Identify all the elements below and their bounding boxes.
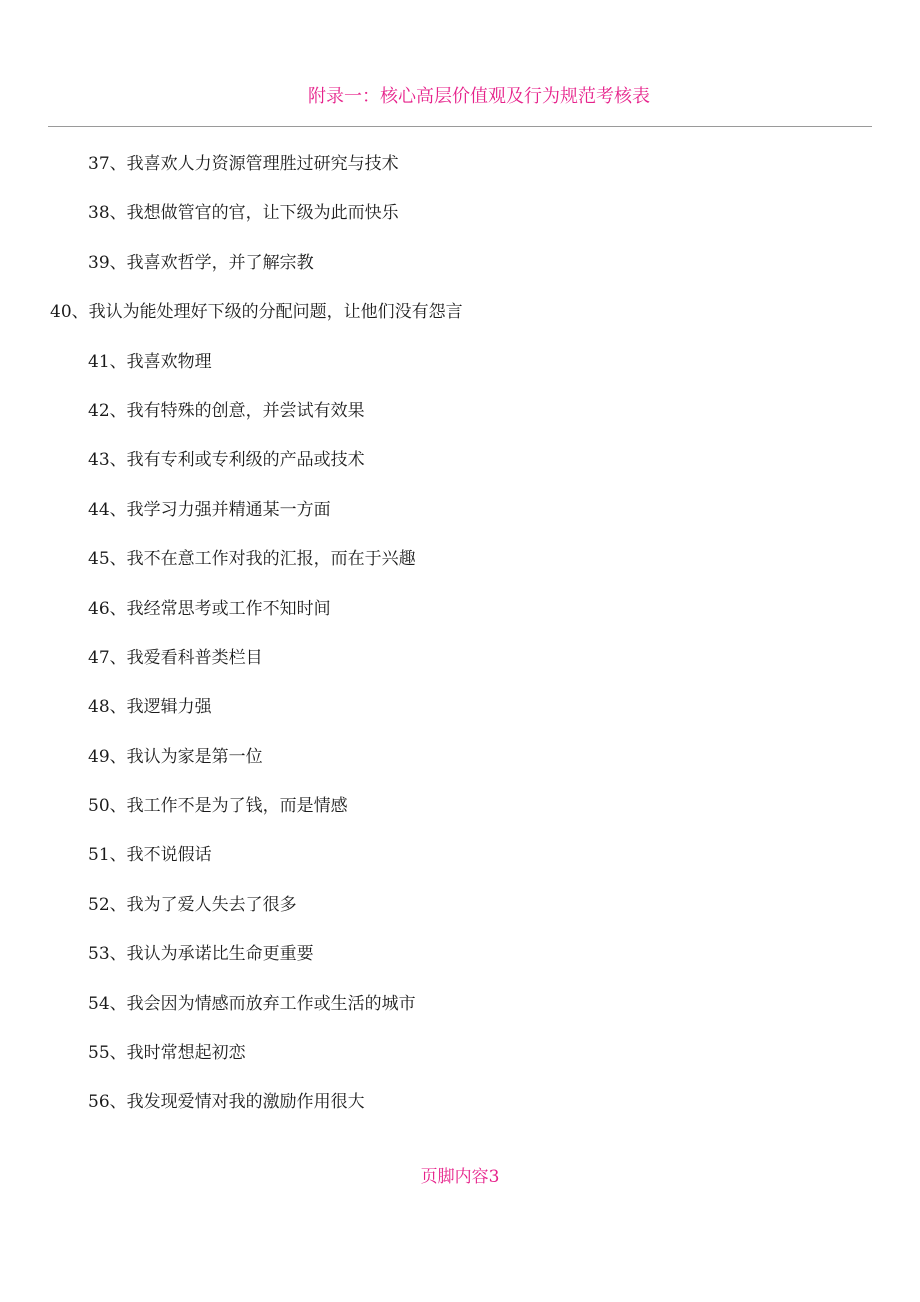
questionnaire-item-text: 51、我不说假话 <box>88 845 212 866</box>
questionnaire-item <box>0 990 920 1039</box>
questionnaire-item <box>0 841 920 890</box>
questionnaire-item <box>0 397 920 446</box>
questionnaire-item-text: 50、我工作不是为了钱，而是情感 <box>88 796 348 817</box>
questionnaire-item <box>0 891 920 940</box>
questionnaire-item <box>0 595 920 644</box>
questionnaire-item-text: 43、我有专利或专利级的产品或技术 <box>88 450 365 471</box>
questionnaire-item-text: 37、我喜欢人力资源管理胜过研究与技术 <box>88 154 399 174</box>
questionnaire-item-text: 54、我会因为情感而放弃工作或生活的城市 <box>88 993 416 1014</box>
questionnaire-item <box>0 199 920 248</box>
questionnaire-item-text: 44、我学习力强并精通某一方面 <box>88 499 331 520</box>
questionnaire-item-text: 49、我认为家是第一位 <box>88 746 263 767</box>
questionnaire-item-text: 46、我经常思考或工作不知时间 <box>88 598 331 619</box>
questionnaire-item <box>0 348 920 397</box>
questionnaire-item <box>0 940 920 989</box>
questionnaire-item-text: 38、我想做管官的官，让下级为此而快乐 <box>88 203 399 224</box>
questionnaire-item-text: 53、我认为承诺比生命更重要 <box>88 944 314 965</box>
questionnaire-item-text: 55、我时常想起初恋 <box>88 1043 246 1064</box>
questionnaire-item <box>0 298 920 347</box>
questionnaire-item <box>0 693 920 742</box>
questionnaire-item <box>0 1088 920 1137</box>
page-footer: 页脚内容3 <box>420 1167 500 1187</box>
questionnaire-item-text: 41、我喜欢物理 <box>88 351 212 372</box>
questionnaire-item-text: 52、我为了爱人失去了很多 <box>88 894 297 915</box>
header-divider <box>48 126 872 127</box>
questionnaire-item-text: 56、我发现爱情对我的激励作用很大 <box>88 1092 365 1113</box>
page-header-title: 附录一：核心高层价值观及行为规范考核表 <box>308 86 650 107</box>
questionnaire-item-text: 48、我逻辑力强 <box>88 697 212 718</box>
questionnaire-item-text: 45、我不在意工作对我的汇报，而在于兴趣 <box>88 549 416 570</box>
questionnaire-item-text: 47、我爱看科普类栏目 <box>88 647 263 668</box>
questionnaire-item <box>0 743 920 792</box>
questionnaire-item <box>0 249 920 298</box>
questionnaire-item <box>0 150 920 199</box>
questionnaire-item-text: 39、我喜欢哲学，并了解宗教 <box>88 252 314 273</box>
questionnaire-item <box>0 446 920 495</box>
questionnaire-item <box>0 792 920 841</box>
questionnaire-item <box>0 545 920 594</box>
questionnaire-item-list <box>0 150 920 1138</box>
questionnaire-item <box>0 1039 920 1088</box>
questionnaire-item-text: 42、我有特殊的创意，并尝试有效果 <box>88 400 365 421</box>
questionnaire-item-text: 40、我认为能处理好下级的分配问题，让他们没有怨言 <box>50 302 463 323</box>
questionnaire-item <box>0 496 920 545</box>
questionnaire-item <box>0 644 920 693</box>
